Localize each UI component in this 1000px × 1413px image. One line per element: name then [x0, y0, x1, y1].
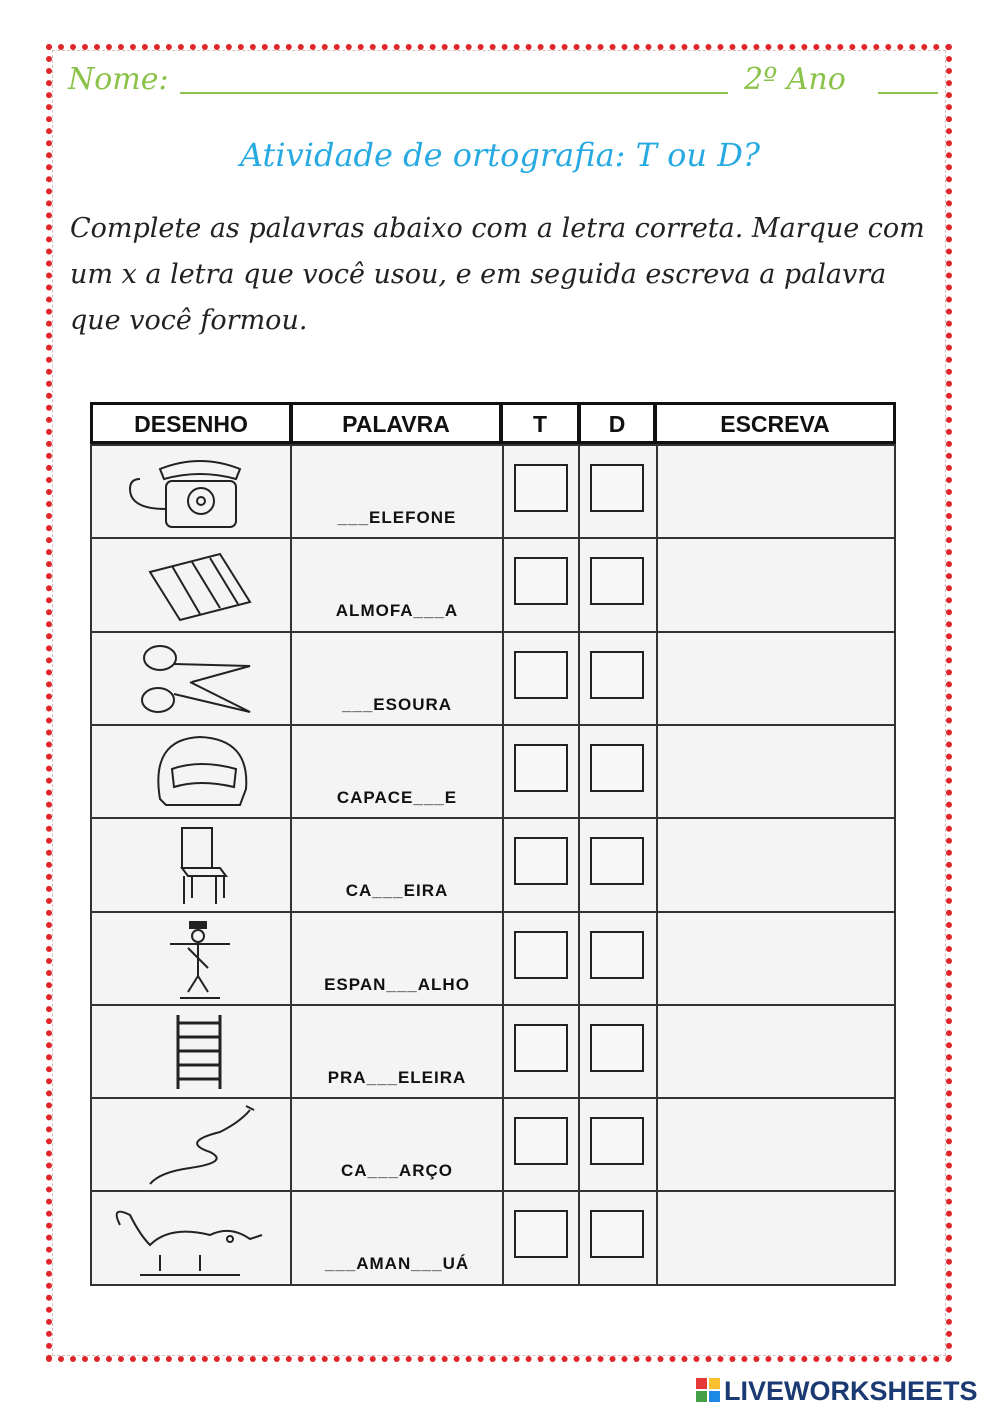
word-prompt: CA___ARÇO — [341, 1161, 453, 1181]
header-escreva: ESCREVA — [654, 402, 896, 444]
escreva-field[interactable] — [658, 539, 894, 628]
checkbox-d[interactable] — [590, 651, 644, 699]
checkbox-d[interactable] — [590, 744, 644, 792]
header-palavra: PALAVRA — [290, 402, 502, 444]
word-prompt: PRA___ELEIRA — [327, 1067, 467, 1087]
checkbox-d[interactable] — [590, 1024, 644, 1072]
checkbox-t[interactable] — [514, 464, 568, 512]
anteater-icon — [100, 1195, 280, 1279]
checkbox-d[interactable] — [590, 464, 644, 512]
checkbox-t[interactable] — [514, 837, 568, 885]
header-desenho: DESENHO — [90, 402, 292, 444]
escreva-field[interactable] — [658, 446, 894, 535]
checkbox-d[interactable] — [590, 1210, 644, 1258]
name-row — [68, 62, 938, 102]
year-label: 2º Ano — [744, 62, 846, 97]
header-t: T — [500, 402, 580, 444]
instructions: Complete as palavras abaixo com a letra correta. Marque com um x a letra que você usou, e em seguida escreva a palavra que você formou. — [70, 213, 925, 336]
escreva-field[interactable] — [658, 1099, 894, 1188]
liveworksheets-logo-icon — [696, 1378, 720, 1402]
helmet-icon — [100, 729, 280, 813]
word-prompt: ___ESOURA — [341, 694, 453, 714]
checkbox-d[interactable] — [590, 1117, 644, 1165]
string-icon — [100, 1102, 280, 1186]
checkbox-t[interactable] — [514, 651, 568, 699]
checkbox-t[interactable] — [514, 1117, 568, 1165]
name-label: Nome: — [68, 62, 169, 97]
word-prompt: CA___EIRA — [345, 881, 449, 901]
checkbox-t[interactable] — [514, 931, 568, 979]
chair-icon — [100, 822, 280, 906]
escreva-field[interactable] — [658, 1006, 894, 1095]
escreva-field[interactable] — [658, 633, 894, 722]
name-input-line[interactable] — [180, 92, 728, 94]
scissors-icon — [100, 636, 280, 720]
year-input-line[interactable] — [878, 92, 938, 94]
worksheet-title: Atividade de ortografia: T ou D? — [240, 136, 760, 174]
word-prompt: ___ELEFONE — [337, 508, 457, 527]
word-prompt: ESPAN___ALHO — [324, 974, 470, 994]
checkbox-t[interactable] — [514, 1210, 568, 1258]
pillow-icon — [100, 542, 280, 626]
checkbox-d[interactable] — [590, 931, 644, 979]
checkbox-d[interactable] — [590, 557, 644, 605]
word-prompt: ALMOFA___A — [335, 601, 459, 621]
footer-brand[interactable]: LIVEWORKSHEETS — [724, 1376, 978, 1406]
scarecrow-icon — [100, 916, 280, 1000]
escreva-field[interactable] — [658, 819, 894, 908]
escreva-field[interactable] — [658, 726, 894, 815]
checkbox-t[interactable] — [514, 744, 568, 792]
escreva-field[interactable] — [658, 1192, 894, 1281]
shelf-icon — [100, 1009, 280, 1093]
word-prompt: CAPACE___E — [336, 787, 458, 807]
telephone-icon — [100, 449, 280, 533]
checkbox-t[interactable] — [514, 557, 568, 605]
checkbox-d[interactable] — [590, 837, 644, 885]
header-d: D — [578, 402, 656, 444]
checkbox-t[interactable] — [514, 1024, 568, 1072]
word-prompt: ___AMAN___UÁ — [324, 1254, 470, 1274]
escreva-field[interactable] — [658, 913, 894, 1002]
